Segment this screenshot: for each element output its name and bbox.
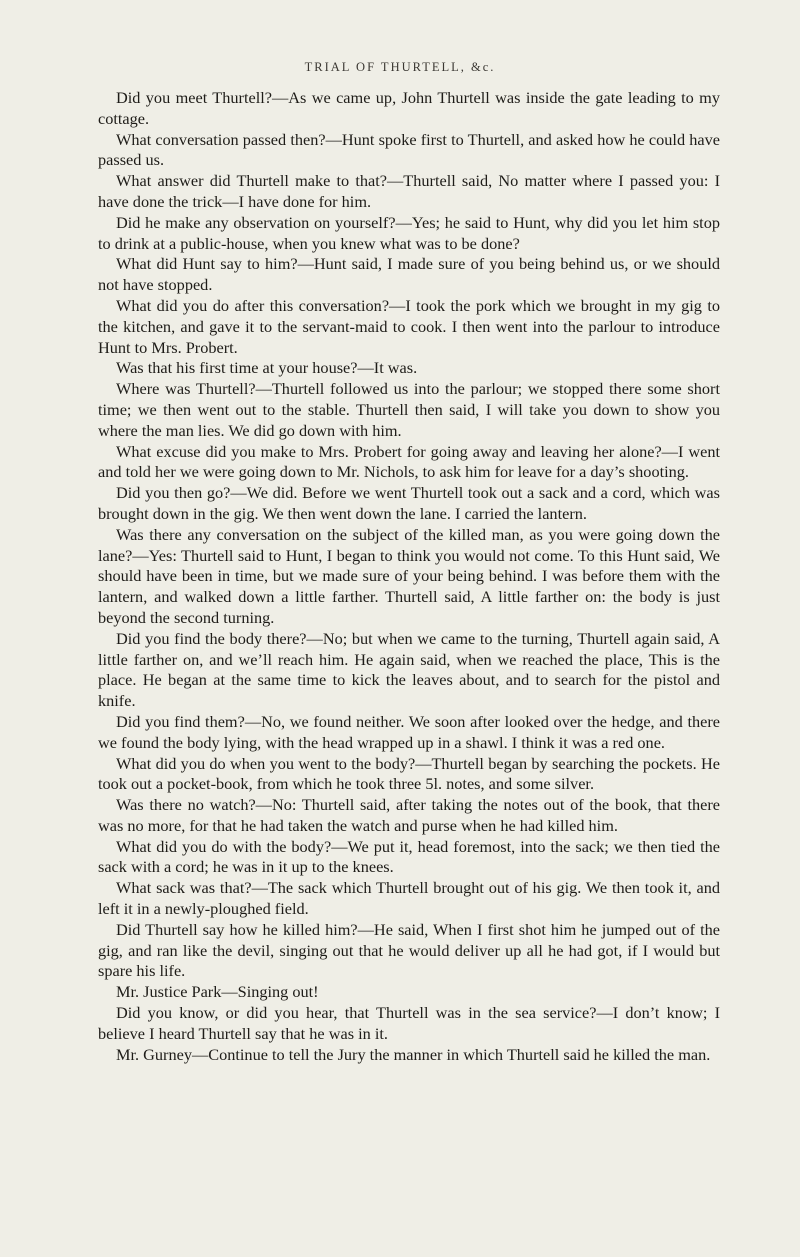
paragraph: What conversation passed then?—Hunt spoke first to Thurtell, and asked how he could have passed us. bbox=[98, 129, 720, 170]
paragraph: What sack was that?—The sack which Thurtell brought out of his gig. We then took it, and left it in a newly-ploughed field. bbox=[98, 878, 720, 919]
running-head: TRIAL OF THURTELL, &c. bbox=[304, 60, 496, 74]
paragraph: Mr. Gurney—Continue to tell the Jury the manner in which Thurtell said he killed the man. bbox=[116, 1044, 711, 1064]
paragraph: What did you do with the body?—We put it, head foremost, into the sack; we then tied the sack with a cord; he was in it up to the knees. bbox=[98, 836, 720, 877]
testimony-text bbox=[98, 88, 720, 1065]
paragraph: What did Hunt say to him?—Hunt said, I made sure of you being behind us, or we should not have stopped. bbox=[98, 254, 720, 295]
paragraph: Did you then go?—We did. Before we went Thurtell took out a sack and a cord, which was brought down in the gig. We then went down the lane. I carried the lantern. bbox=[98, 483, 720, 523]
paragraph: Did you know, or did you hear, that Thurtell was in the sea service?—I don’t know; I believe I heard Thurtell say that he was in it. bbox=[98, 1003, 720, 1043]
paragraph: Where was Thurtell?—Thurtell followed us into the parlour; we stopped there some short time; we then went out to the stable. Thurtell then said, I will take you down to show you where the man lies. We did go down with him. bbox=[98, 379, 720, 440]
paragraph: What answer did Thurtell make to that?—Thurtell said, No matter where I passed you: I have done the trick—I have done for him. bbox=[98, 171, 720, 211]
paragraph: What excuse did you make to Mrs. Probert for going away and leaving her alone?—I went and told her we were going down to Mr. Nichols, to ask him for leave for a day’s shooting. bbox=[98, 441, 720, 482]
paragraph: Did you find the body there?—No; but when we came to the turning, Thurtell again said, A little farther on, and we’ll reach him. He again said, when we reached the place, This is the place. He began at the same time to kick the leaves about, and to search for the pistol and knife. bbox=[98, 628, 720, 711]
paragraph: What did you do after this conversation?—I took the pork which we brought in my gig to the kitchen, and gave it to the servant-maid to cook. I then went into the parlour to introduce Hunt to Mrs. Probert. bbox=[98, 295, 720, 357]
paragraph: Did Thurtell say how he killed him?—He said, When I first shot him he jumped out of the gig, and ran like the devil, singing out that he would deliver up all he had got, if I would but spare his life. bbox=[98, 919, 720, 981]
paragraph: Was there no watch?—No: Thurtell said, after taking the notes out of the book, that there was no more, for that he had taken the watch and purse when he had killed him. bbox=[98, 795, 720, 835]
paragraph: Was there any conversation on the subject of the killed man, as you were going down the lane?—Yes: Thurtell said to Hunt, I began to think you would not come. To this Hunt said, We should have been in time, but we made sure of your being behind. I was before them with the lantern, and walked down a little farther. Thurtell said, A little farther on: the body is just beyond the second turning. bbox=[98, 524, 720, 627]
paragraph: Was that his first time at your house?—It was. bbox=[116, 358, 418, 378]
paragraph: Mr. Justice Park—Singing out! bbox=[116, 982, 319, 1002]
paragraph: What did you do when you went to the body?—Thurtell began by searching the pockets. He took out a pocket-book, from which he took three 5l. notes, and some silver. bbox=[98, 753, 720, 794]
paragraph: Did he make any observation on yourself?—Yes; he said to Hunt, why did you let him stop to drink at a public-house, when you knew what was to be done? bbox=[98, 212, 720, 253]
paragraph: Did you find them?—No, we found neither. We soon after looked over the hedge, and there we found the body lying, with the head wrapped up in a shawl. I think it was a red one. bbox=[98, 711, 720, 752]
paragraph: Did you meet Thurtell?—As we came up, John Thurtell was inside the gate leading to my cottage. bbox=[98, 88, 720, 128]
